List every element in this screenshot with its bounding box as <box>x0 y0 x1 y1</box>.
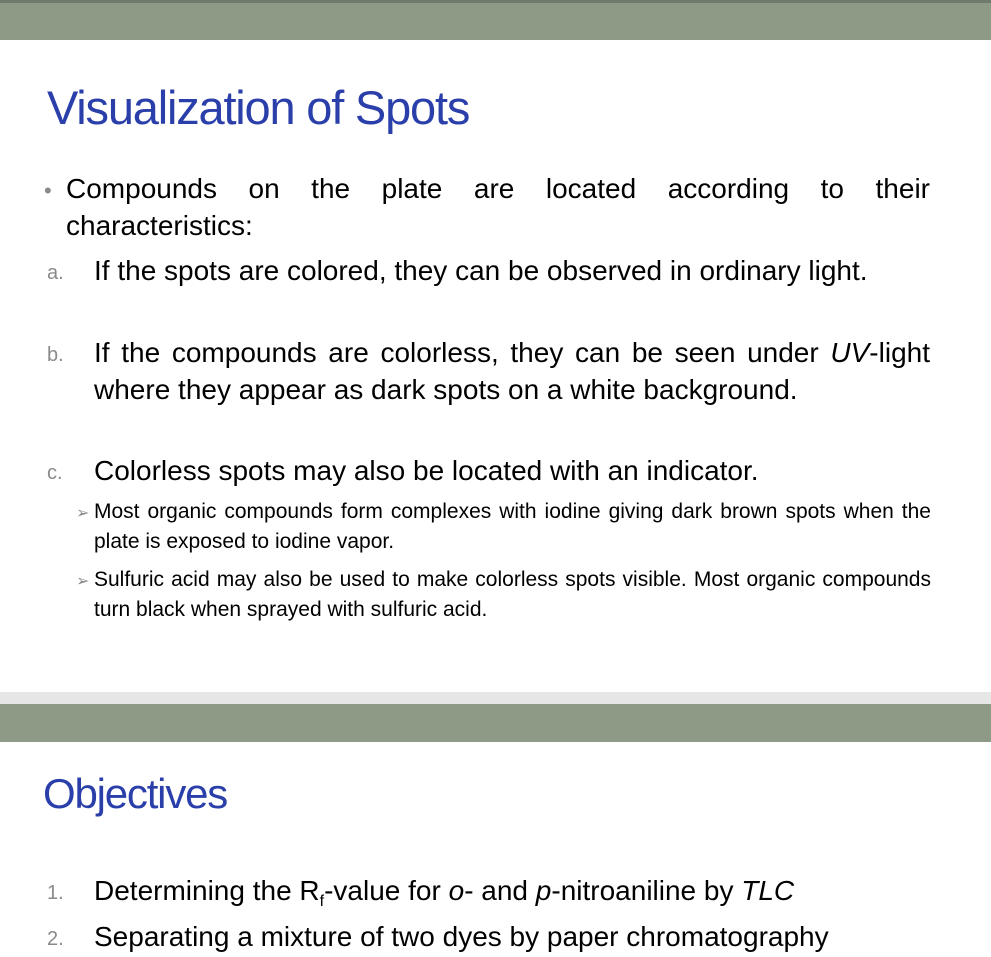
uv-term: UV <box>830 337 870 368</box>
rf-subscript: f <box>319 893 325 910</box>
objective-marker-2: 2. <box>47 928 64 950</box>
slide-title: Visualization of Spots <box>47 81 470 134</box>
slide-header-band <box>0 0 991 40</box>
para-prefix: p <box>535 875 552 906</box>
sub-item-sulfuric-acid-text: Sulfuric acid may also be used to make colorless spots visible. Most organic compounds turn black when sprayed with sulfuric acid. <box>94 568 931 621</box>
sub-item-sulfuric-acid <box>76 565 931 625</box>
list-item-a <box>47 252 930 289</box>
objective-2-text: Separating a mixture of two dyes by paper chromatography <box>94 921 829 952</box>
slide-header-band <box>0 704 991 742</box>
intro-text: Compounds on the plate are located according to their characteristics: <box>66 173 930 241</box>
objective-2 <box>47 918 829 955</box>
sub-item-iodine-text: Most organic compounds form complexes with iodine giving dark brown spots when the plate is exposed to iodine vapor. <box>94 500 931 553</box>
slide-objectives <box>0 704 991 957</box>
tlc-term: TLC <box>741 875 795 906</box>
list-item-b <box>47 334 930 408</box>
bullet-marker: • <box>44 178 52 203</box>
ortho-prefix: o <box>448 875 465 906</box>
sub-bullet-arrow-icon: ➢ <box>76 573 90 590</box>
objective-marker-1: 1. <box>47 882 64 904</box>
slide-separator <box>0 692 991 704</box>
objective-1-part: - and <box>464 875 536 906</box>
objective-1-part: Determining the R <box>94 875 320 906</box>
list-item-c <box>47 452 930 489</box>
list-marker-b: b. <box>47 344 64 366</box>
list-item-c-text: Colorless spots may also be located with an indicator. <box>94 455 759 486</box>
sub-item-iodine <box>76 497 931 557</box>
objective-1-part: -nitroaniline by <box>551 875 742 906</box>
list-item-b-text-start: If the compounds are colorless, they can be seen under <box>94 337 831 368</box>
intro-bullet <box>44 170 930 244</box>
slide-title: Objectives <box>43 770 228 817</box>
objective-1-part: -value for <box>324 875 449 906</box>
list-marker-a: a. <box>47 262 64 284</box>
objective-1 <box>47 872 795 920</box>
list-marker-c: c. <box>47 462 63 484</box>
list-item-a-text: If the spots are colored, they can be observed in ordinary light. <box>94 255 868 286</box>
sub-bullet-arrow-icon: ➢ <box>76 505 90 522</box>
list-item-b-text-end: -light where they appear as dark spots on a white background. <box>94 337 930 405</box>
